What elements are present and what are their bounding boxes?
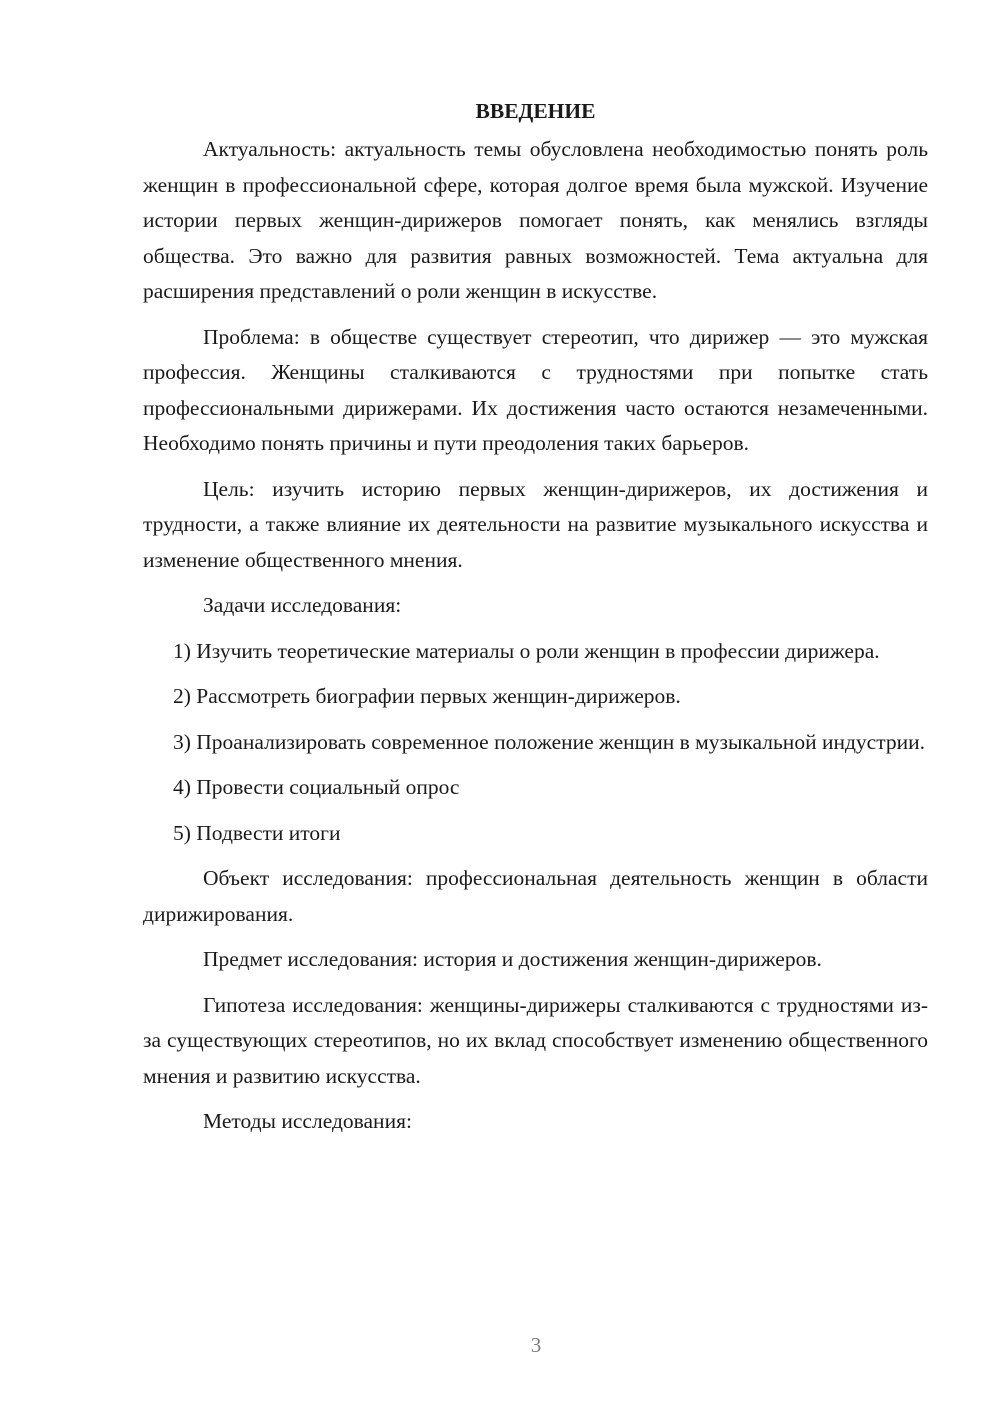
tasks-heading: Задачи исследования: — [203, 593, 402, 617]
paragraph-subject: Предмет исследования: история и достижения женщин-дирижеров. — [203, 947, 822, 971]
paragraph-problem: Проблема: в обществе существует стереотип, что дирижер — это мужская профессия. Женщины сталкиваются с трудностями при попытке стать профессиональными дирижерами. Их достижения часто остаются незамеченными. Необходимо понять причины и пути преодоления таких барьеров. — [143, 324, 928, 455]
paragraph-hypothesis: Гипотеза исследования: женщины-дирижеры сталкиваются с трудностями из-за существующих стереотипов, но их вклад способствует изменению общественного мнения и развитию искусства. — [143, 992, 928, 1088]
paragraph-goal: Цель: изучить историю первых женщин-дирижеров, их достижения и трудности, а также влияние их деятельности на развитие музыкального искусства и изменение общественного мнения. — [143, 476, 928, 572]
paragraph-relevance: Актуальность: актуальность темы обусловлена необходимостью понять роль женщин в профессиональной сфере, которая долгое время была мужской. Изучение истории первых женщин-дирижеров помогает понять, как менялись взгляды общества. Это важно для развития равных возможностей. Тема актуальна для расширения представлений о роли женщин в искусстве. — [143, 137, 928, 303]
task-item-4: 4) Провести социальный опрос — [173, 775, 460, 799]
page-number: 3 — [530, 1333, 542, 1357]
page-title: ВВЕДЕНИЕ — [475, 99, 596, 123]
task-item-1: 1) Изучить теоретические материалы о роли женщин в профессии дирижера. — [173, 638, 880, 663]
task-item-3: 3) Проанализировать современное положение женщин в музыкальной индустрии. — [173, 729, 925, 754]
task-item-5: 5) Подвести итоги — [173, 820, 341, 845]
paragraph-object: Объект исследования: профессиональная деятельность женщин в области дирижирования. — [143, 866, 928, 926]
task-item-2: 2) Рассмотреть биографии первых женщин-дирижеров. — [173, 684, 681, 708]
page-content — [143, 94, 928, 1150]
methods-heading: Методы исследования: — [203, 1109, 412, 1133]
